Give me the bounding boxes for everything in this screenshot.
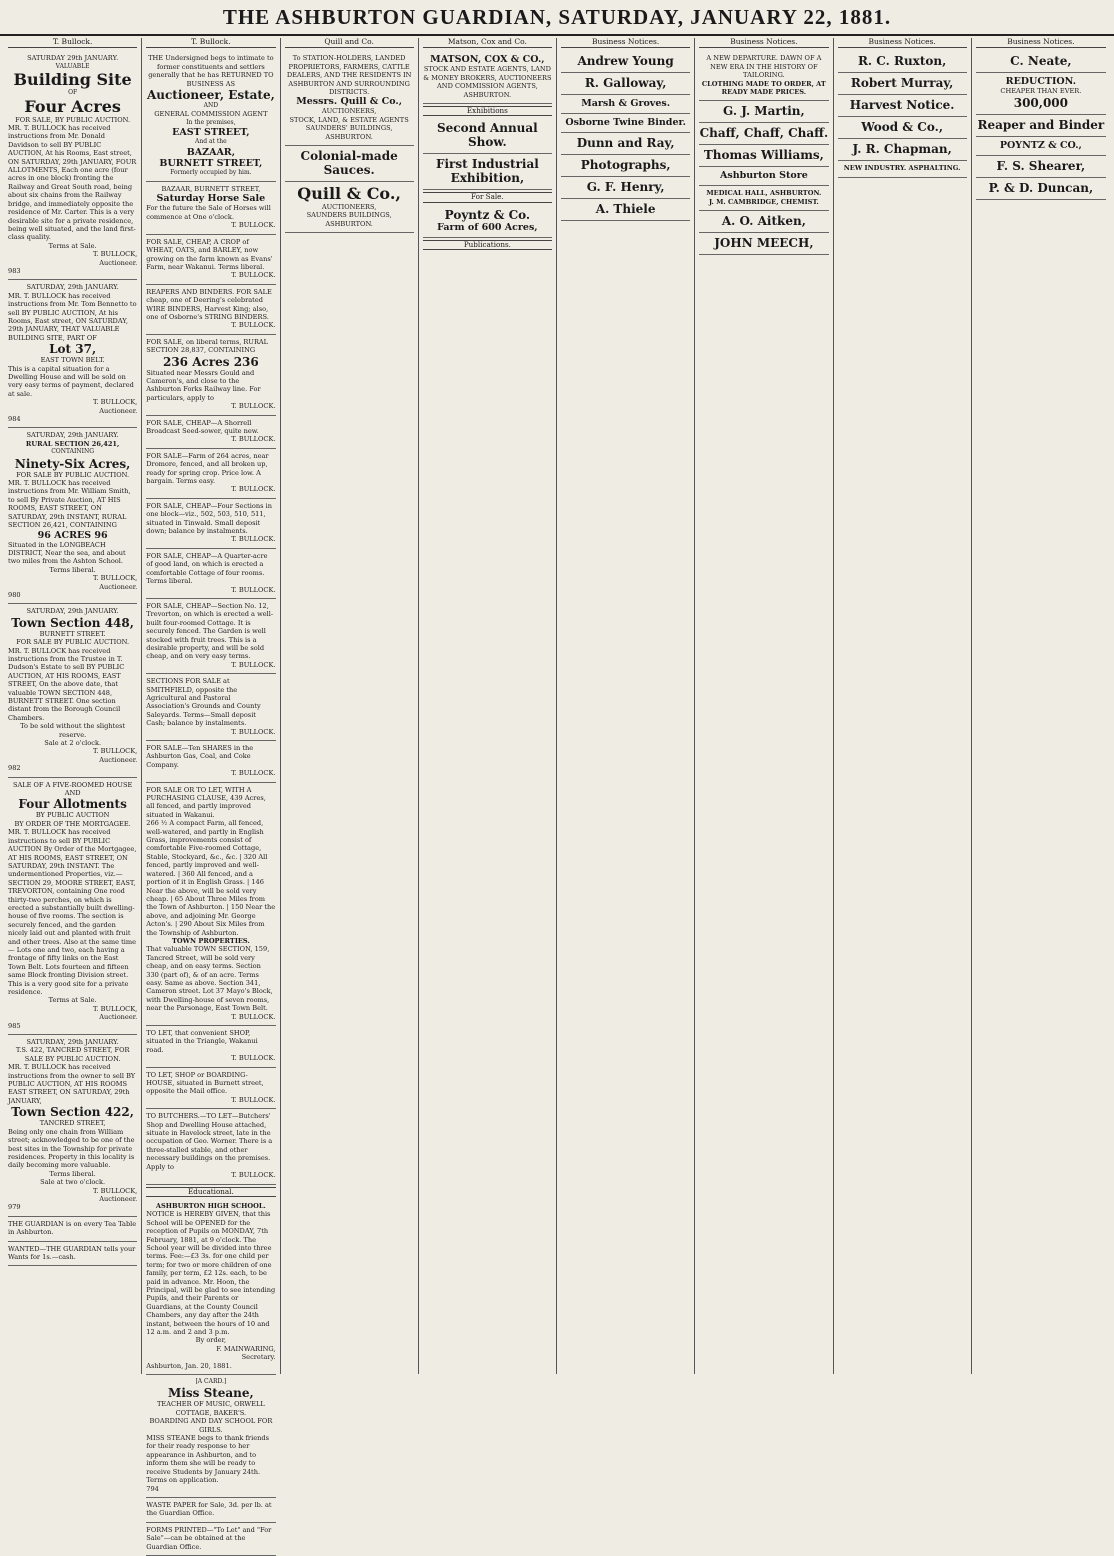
ad-date: SATURDAY, 29th JANUARY.	[26, 431, 119, 440]
ad-town-section-448	[8, 604, 137, 777]
ad-poyntz-farm	[423, 205, 552, 238]
ad-title: Building Site	[13, 70, 132, 90]
ad-sig: F. MAINWARING,	[216, 1344, 276, 1353]
ad-chaff	[699, 123, 828, 145]
section-exhibitions: Exhibitions	[423, 106, 552, 116]
ad-num: 980	[8, 590, 21, 599]
ad-ashburton-store	[699, 167, 828, 186]
ad-big: Four Allotments	[18, 797, 127, 812]
column-header: Matson, Cox and Co.	[423, 38, 552, 48]
column-4	[419, 38, 557, 1374]
ad-street: TANCRED STREET,	[39, 1119, 106, 1128]
ad-addr-2: SAUNDERS' BUILDINGS,	[305, 124, 393, 133]
ad-firm: G. J. Martin,	[723, 104, 805, 119]
ad-title: Second Annual Show.	[437, 121, 538, 150]
ad-title: ASHBURTON HIGH SCHOOL.	[155, 1201, 266, 1210]
ad-sub: STOCK AND ESTATE AGENTS, LAND & MONEY BROKERS, AUCTIONEERS AND COMMISSION AGENTS,	[423, 65, 552, 91]
ad-boarding-house	[146, 1068, 275, 1110]
ad-text-2: Situated near Messrs Gould and Cameron's, and close to the Ashburton Forks Railway line. For particulars, apply to	[146, 368, 261, 402]
ad-sig: T. BULLOCK.	[231, 271, 276, 280]
ad-auctioneer-returned	[146, 51, 275, 182]
ad-tp: TOWN PROPERTIES.	[172, 936, 250, 945]
ad-num: 979	[8, 1203, 21, 1212]
ad-list: 266 ½ A compact Farm, all fenced, well-watered, and partly in English Grass, improvements consist of comfortable Five-roomed Cottage, Stable, Stockyard, &c., &c. | 320 All fenced, partly improved and well-watered. | 360 All fenced, and a portion of it in English Grass. | 146 Near the above, will be sold very cheap. | 65 About Three Miles from the Town of Ashburton. | 150 Near the above, and adjoining Mr. George Acton's. | 290 About Six Miles from the Township of Ashburton.	[146, 819, 276, 937]
ad-sig: T. BULLOCK.	[231, 727, 276, 736]
ad-sig: T. BULLOCK.	[231, 1095, 276, 1104]
ad-waste-paper: WASTE PAPER for Sale, 3d. per lb. at the Guardian Office.	[146, 1498, 275, 1523]
ad-shares	[146, 741, 275, 783]
column-header: Business Notices.	[838, 38, 967, 48]
ad-lot: Lot 37,	[49, 342, 97, 357]
ad-sect: RURAL SECTION 26,421,	[25, 439, 120, 448]
ad-martin	[699, 101, 828, 123]
column-1	[4, 38, 142, 1374]
ad-farm-264	[146, 449, 275, 499]
ad-section-12	[146, 599, 275, 674]
ad-body: THE Undersigned begs to intimate to former constituents and settlers generally that he has RETURNED TO BUSINESS AS	[148, 54, 274, 88]
ad-terms: Terms at Sale.	[48, 996, 97, 1005]
ad-sub: FOR SALE, BY PUBLIC AUCTION.	[15, 115, 131, 124]
ad-and: AND	[203, 102, 219, 110]
ad-role: AUCTIONEERS,	[321, 203, 377, 212]
ad-butchers	[146, 1109, 275, 1184]
section-publications: Publications.	[423, 240, 552, 250]
ad-title: REDUCTION.	[1005, 76, 1077, 88]
column-header: Quill and Co.	[285, 38, 414, 48]
ad-236-acres	[146, 335, 275, 416]
ad-street: EAST STREET,	[172, 127, 250, 139]
ad-addr: STOCK, LAND, & ESTATE AGENTS	[289, 115, 409, 124]
ad-town-section-422	[8, 1035, 137, 1217]
ad-firm: A. O. Aitken,	[721, 214, 806, 229]
ad-order: BY ORDER OF THE MORTGAGEE.	[14, 819, 131, 828]
ad-title: Chaff, Chaff, Chaff.	[699, 126, 829, 141]
ad-num: 985	[8, 1021, 21, 1030]
ad-num: 983	[8, 266, 21, 275]
ad-terms: Sale at 2 o'clock.	[44, 739, 102, 748]
ad-body: MR. T. BULLOCK has received instructions from Mr. William Smith, to sell By Private Auction, AT HIS ROOMS, EAST STREET, ON SATURDAY, 29th INSTANT, RURAL SECTION 26,421, CONTAINING	[8, 479, 131, 530]
ad-shearer	[976, 156, 1106, 178]
ad-title: Miss Steane,	[168, 1386, 254, 1401]
ad-medical-hall	[699, 186, 828, 211]
ad-firm: R. Galloway,	[584, 76, 667, 91]
ad-sale: FOR SALE BY PUBLIC AUCTION.	[16, 638, 130, 647]
ad-firm: C. Neate,	[1010, 54, 1072, 69]
ad-date: SATURDAY, 29th JANUARY.	[26, 607, 119, 616]
ad-reduction	[976, 73, 1106, 114]
ad-quarter-acre	[146, 549, 275, 599]
ad-clothing: CLOTHING MADE TO ORDER, AT READY MADE PRICES.	[701, 79, 826, 97]
ad-seed-sower	[146, 416, 275, 449]
ad-street-2: BURNETT STREET,	[159, 157, 263, 169]
section-educational: Educational.	[146, 1187, 275, 1197]
ad-sig: T. BULLOCK.	[231, 1012, 276, 1021]
ad-card: [A CARD.]	[195, 1378, 227, 1386]
ad-sig: T. BULLOCK,	[92, 1004, 138, 1013]
ad-title: Ashburton Store	[719, 170, 808, 182]
column-header: T. Bullock.	[8, 38, 137, 48]
ad-text: FOR SALE—Farm of 264 acres, near Dromore, fenced, and all broken up, ready for spring crop. Price low. A bargain. Terms easy.	[146, 451, 269, 486]
ad-title: NEW INDUSTRY. ASPHALTING.	[843, 164, 961, 173]
column-header: Business Notices.	[699, 38, 828, 48]
ad-firm: JOHN MEECH,	[714, 236, 814, 251]
ad-date: SATURDAY, 29th JANUARY.	[26, 283, 119, 292]
ad-shop-to-let	[146, 1026, 275, 1068]
ad-firm: POYNTZ & CO.,	[999, 139, 1082, 151]
ad-body: MR. T. BULLOCK has received instructions from Mr. Tom Bennetto to sell BY PUBLIC AUCTION, At his Rooms, East street, ON SATURDAY, 29th JANUARY, THAT VALUABLE BUILDING SITE, PART OF	[8, 291, 137, 342]
column-6	[695, 38, 833, 1374]
ad-sub-2: BOARDING AND DAY SCHOOL FOR GIRLS.	[149, 1417, 273, 1434]
ad-date: Ashburton, Jan. 20, 1881.	[146, 1361, 232, 1370]
ad-poyntz	[976, 137, 1106, 156]
ad-line: BAZAAR, BURNETT STREET,	[161, 185, 261, 194]
ad-matson-cox	[423, 51, 552, 104]
ad-body: MR. T. BULLOCK has received instructions from the owner to sell BY PUBLIC AUCTION, AT HIS ROOMS EAST STREET, ON SATURDAY, 29th JANUARY,	[8, 1063, 136, 1105]
ad-andrew-young	[561, 51, 690, 73]
ad-sauces	[285, 146, 414, 182]
ad-firm: Quill & Co.,	[297, 184, 401, 204]
ad-in: In the premises,	[186, 118, 236, 126]
ad-body-2: Situated in the LONGBEACH DISTRICT, Near the sea, and about two miles from the Ashton School.	[8, 540, 126, 566]
ad-terms: Terms liberal.	[49, 1169, 96, 1178]
ad-meech	[699, 233, 828, 255]
ad-text: FOR SALE, CHEAP—Four Sections in one block—viz., 502, 503, 510, 511, situated in Tinwald. Small deposit down; balance by instalments.	[146, 501, 272, 536]
ad-firm: G. F. Henry,	[586, 180, 665, 195]
ad-dunn-ray	[561, 133, 690, 155]
ad-ruxton	[838, 51, 967, 73]
ad-firm: F. S. Shearer,	[996, 158, 1086, 173]
ad-text: REAPERS AND BINDERS. FOR SALE cheap, one of Deering's celebrated WIRE BINDERS, Harvest King; also, one of Osborne's STRING BINDERS.	[146, 287, 272, 321]
ad-title: MEDICAL HALL, ASHBURTON.	[706, 189, 822, 198]
ad-quill	[285, 51, 414, 146]
ad-firm: Thomas Williams,	[703, 148, 824, 163]
ad-industrial	[423, 154, 552, 190]
ad-sig: T. BULLOCK.	[231, 402, 276, 411]
ad-sub: TEACHER OF MUSIC, ORWELL COTTAGE, BAKER'S.	[157, 1400, 265, 1417]
ad-sig: T. BULLOCK.	[231, 1171, 276, 1180]
ad-addr: SAUNDERS BUILDINGS,	[306, 211, 392, 220]
ad-aitken	[699, 211, 828, 233]
ad-acres: 96 ACRES 96	[37, 529, 108, 541]
ad-formerly: Formerly occupied by him.	[170, 168, 252, 176]
ad-text-2: That valuable TOWN SECTION, 159, Tancred Street, will be sold very cheap, and on easy terms. Section 330 (part of), & of an acre. Terms easy. Same as above. Section 341, Cameron street. Lot 37 Mayo's Block, with Dwelling-house of seven rooms, near the Parsonage, East Town Belt.	[146, 945, 273, 1013]
ad-asphalting	[838, 161, 967, 177]
ad-sale: FOR SALE BY PUBLIC AUCTION.	[16, 470, 130, 479]
ad-big: 300,000	[1013, 95, 1069, 110]
ad-galloway	[561, 73, 690, 95]
ad-title: Photographs,	[580, 158, 671, 173]
ad-text: FOR SALE, CHEAP—A Shorrell Broadcast Seed-sower, quite new.	[146, 418, 259, 435]
ad-firm: Dunn and Ray,	[576, 136, 675, 151]
ad-farm: Farm of 600 Acres,	[437, 221, 538, 233]
column-5	[557, 38, 695, 1374]
ad-text: FOR SALE—Ten SHARES in the Ashburton Gas, Coal, and Coke Company.	[146, 744, 254, 769]
column-header: T. Bullock.	[146, 38, 275, 48]
ad-second-show	[423, 118, 552, 154]
ad-big: Saturday Horse Sale	[156, 193, 266, 205]
ad-title: Colonial-made Sauces.	[300, 149, 398, 178]
ad-miss-steane	[146, 1375, 275, 1498]
ad-marsh-groves	[561, 95, 690, 114]
ad-big: 236 Acres 236	[162, 354, 259, 369]
ad-line: T.S. 422, TANCRED STREET, FOR SALE BY PUBLIC AUCTION.	[15, 1046, 130, 1063]
ad-tailoring	[699, 51, 828, 101]
ad-body: NOTICE is HEREBY GIVEN, that this School will be OPENED for the reception of Pupils on MONDAY, 7th February, 1881, at 9 o'clock. The School year will be divided into three terms. Fee:—£3 3s. for one child per term; for two or more children of one family, per term, £2 12s. each, to be paid in advance. Mr. Hoon, the Principal, will be glad to see intending Pupils, and their Parents or Guardians, at the County Council Chambers, any day after the 24th instant, between the hours of 10 and 12 a.m. and 2 and 3 p.m.	[146, 1210, 276, 1336]
ad-role: Secretary.	[241, 1353, 276, 1362]
ad-sale: Sale at two o'clock.	[40, 1178, 106, 1187]
ad-of: OF	[68, 89, 78, 97]
column-header: Business Notices.	[976, 38, 1106, 48]
ad-sub: GENERAL COMMISSION AGENT	[154, 110, 268, 119]
masthead: THE ASHBURTON GUARDIAN, SATURDAY, JANUARY 22, 1881.	[0, 0, 1114, 36]
ad-text: TO LET, SHOP or BOARDING-HOUSE, situated in Burnett street, opposite the Mail office.	[146, 1070, 264, 1096]
ad-firm: Messrs. Quill & Co.,	[296, 96, 403, 108]
ad-town: ASHBURTON.	[325, 132, 373, 141]
ad-title: First Industrial Exhibition,	[435, 157, 539, 186]
ad-num: 984	[8, 415, 21, 424]
ad-street: BURNETT STREET.	[39, 629, 106, 638]
ad-town: ASHBURTON.	[325, 219, 373, 228]
ad-sig: T. BULLOCK.	[231, 435, 276, 444]
ad-big: Four Acres	[24, 96, 121, 116]
ad-role: Auctioneer.	[99, 406, 138, 415]
ad-wood	[838, 117, 967, 139]
ad-high-school	[146, 1199, 275, 1375]
ad-title: Marsh & Groves.	[581, 98, 671, 110]
ad-sig: T. BULLOCK.	[231, 660, 276, 669]
ad-dawn: A NEW DEPARTURE. DAWN OF A NEW ERA IN THE HISTORY OF TAILORING.	[706, 54, 822, 80]
ad-sig: T. BULLOCK,	[92, 1186, 138, 1195]
ad-order: By order,	[195, 1336, 227, 1345]
ad-sale: BY PUBLIC AUCTION	[35, 811, 110, 820]
ad-duncan	[976, 178, 1106, 200]
ad-firm: P. & D. Duncan,	[988, 180, 1094, 195]
ad-lot-37	[8, 280, 137, 428]
ad-top: SALE OF A FIVE-ROOMED HOUSE AND	[12, 780, 133, 798]
ad-building-site	[8, 51, 137, 280]
ad-horse-sale	[146, 182, 275, 235]
ad-body-2: To be sold without the slightest reserve.	[20, 722, 126, 739]
ad-sig: T. BULLOCK.	[231, 221, 276, 230]
ad-osborne	[561, 114, 690, 133]
ad-sig: T. BULLOCK.	[231, 769, 276, 778]
ad-forms-printed: FORMS PRINTED—"To Let" and "For Sale"—can be obtained at the Guardian Office.	[146, 1523, 275, 1556]
ad-text: TO BUTCHERS.—TO LET—Butchers' Shop and Dwelling House attached, situate in Havelock street, late in the occupation of Geo. Worner. There is a three-stalled stable, and other necessary buildings on the premises. Apply to	[146, 1112, 273, 1171]
ad-sig: T. BULLOCK.	[231, 321, 276, 330]
ad-text: TO LET, that convenient SHOP, situated in the Triangle, Wakanui road.	[146, 1029, 258, 1054]
ad-body: MR. T. BULLOCK has received instructions from Mr. Donald Davidson to sell BY PUBLIC AUCTION, At his Rooms, East street, ON SATURDAY, 29th JANUARY, FOUR ALLOTMENTS, Each one acre (four acres in one block) fronting the Railway and Great South road, being about six chains from the Railway bridge, and immediately opposite the residence of Mr. Carter. This is a very desirable site for a private residence, being well situated, and the land first-class quality.	[8, 124, 137, 242]
ad-lotnote: EAST TOWN BELT.	[40, 356, 105, 365]
ad-date: SATURDAY 29th JANUARY.	[27, 54, 119, 63]
ad-body-2: This is a capital situation for a Dwelling House and will be sold on very easy terms of payment, declared at sale.	[8, 364, 134, 398]
ad-sig: T. BULLOCK,	[92, 398, 138, 407]
column-7	[834, 38, 972, 1374]
ad-text: FOR SALE, CHEAP—Section No. 12, Trevorton, on which is erected a well-built four-roomed Cottage. It is securely fenced. The Garden is well stocked with fruit trees. This is a desirable property, and will be sold cheap, and on very easy terms.	[146, 601, 274, 661]
ad-bazaar: BAZAAR,	[186, 146, 236, 158]
ad-title: Reaper and Binder	[977, 117, 1105, 132]
column-3	[281, 38, 419, 1374]
ad-sig: T. BULLOCK,	[92, 574, 138, 583]
ad-sig: T. BULLOCK.	[231, 485, 276, 494]
ad-photographs	[561, 155, 690, 177]
ad-firm: J. R. Chapman,	[852, 142, 952, 157]
ad-firm: Wood & Co.,	[861, 120, 944, 135]
ad-text: FOR SALE, CHEAP—A Quarter-acre of good land, on which is erected a comfortable Cottage of four rooms. Terms liberal.	[146, 551, 268, 586]
ad-williams	[699, 145, 828, 167]
column-2	[142, 37, 280, 1551]
ad-role: Auctioneer.	[99, 1194, 138, 1203]
ad-date: SATURDAY, 29th JANUARY.	[26, 1038, 119, 1047]
ad-terms: Terms at Sale.	[48, 241, 97, 250]
ad-neate	[976, 51, 1106, 73]
ad-sig: T. BULLOCK,	[92, 250, 138, 259]
ad-reapers-binders	[146, 285, 275, 335]
column-header: Business Notices.	[561, 38, 690, 48]
ad-terms: Terms liberal.	[49, 565, 96, 574]
ad-role: AUCTIONEERS,	[321, 107, 377, 116]
ad-body: MR. T. BULLOCK has received instructions to sell BY PUBLIC AUCTION By Order of the Mortgagee, AT HIS ROOMS, EAST STREET, ON SATURDAY, 29th INSTANT. The undermentioned Properties, viz.—SECTION 29, MOORE STREET, EAST, TREVORTON, containing One rood thirty-two perches, on which is erected a substantially built dwelling-house of five rooms. The section is securely fenced, and the garden nicely laid out and planted with fruit and other trees. Also at the same time— Lots one and two, each having a frontage of fifty links on the East Town Belt. Lots fourteen and fifteen same Block fronting Division street. This is a very good site for a private residence.	[8, 828, 137, 996]
ad-big: Ninety-Six Acres,	[14, 456, 131, 471]
ad-quill-2	[285, 182, 414, 233]
section-for-sale: For Sale.	[423, 192, 552, 202]
ad-and-2: And at the	[195, 138, 227, 146]
ad-henry	[561, 177, 690, 199]
ad-firm: A. Thiele	[595, 202, 656, 217]
ad-body-2: Being only one chain from William street; acknowledged to be one of the best sites in the Township for private residences. Property in this locality is daily becoming more valuable.	[8, 1127, 135, 1170]
ad-murray	[838, 73, 967, 95]
ad-role: Auctioneer.	[99, 582, 138, 591]
ad-title: Harvest Notice.	[849, 98, 955, 113]
ad-body: For the future the Sale of Horses will commence at One o'clock.	[146, 204, 271, 221]
ad-ninety-six-acres	[8, 428, 137, 604]
ad-num: 794	[146, 1484, 159, 1493]
ad-text: FOR SALE, CHEAP, A CROP of WHEAT, OATS, and BARLEY, now growing on the farm known as Evans' Farm, near Wakanui. Terms liberal.	[146, 237, 273, 271]
columns	[4, 37, 1110, 1551]
ad-reaper-binder	[976, 115, 1106, 137]
ad-sig: T. BULLOCK,	[92, 747, 138, 756]
ad-title: Andrew Young	[577, 54, 674, 69]
ad-firm: MATSON, COX & CO.,	[430, 54, 545, 66]
ad-role: Auctioneer.	[99, 755, 138, 764]
ad-body: MR. T. BULLOCK has received instructions from the Trustee in T. Dudson's Estate to sell BY PUBLIC AUCTION, AT HIS ROOMS, EAST STREET, On the above date, that valuable TOWN SECTION 448, BURNETT STREET. One section distant from the Borough Council Chambers.	[8, 646, 125, 722]
ad-sale-or-let	[146, 783, 275, 1026]
ad-cheaper: CHEAPER THAN EVER.	[1000, 87, 1082, 96]
ad-big: Auctioneer, Estate,	[146, 88, 275, 103]
ad-sig: T. BULLOCK.	[231, 1054, 276, 1063]
ad-crop-for-sale	[146, 235, 275, 285]
ad-four-allotments	[8, 778, 137, 1035]
ad-chem: J. M. CAMBRIDGE, CHEMIST.	[708, 197, 819, 206]
ad-thiele	[561, 199, 690, 221]
ad-sig: T. BULLOCK.	[231, 585, 276, 594]
guardian-wanted: WANTED—THE GUARDIAN tells your Wants for 1s.—cash.	[8, 1242, 137, 1267]
ad-harvest	[838, 95, 967, 117]
ad-firm: Robert Murray,	[850, 76, 954, 91]
guardian-notice: THE GUARDIAN is on every Tea Table in Ashburton.	[8, 1217, 137, 1242]
ad-title: Town Section 422,	[11, 1105, 134, 1120]
ad-num: 982	[8, 764, 21, 773]
ad-text: SECTIONS FOR SALE at SMITHFIELD, opposite the Agricultural and Pastoral Association's Grounds and County Saleyards. Terms—Small deposit Cash; balance by instalments.	[146, 677, 261, 728]
ad-firm: R. C. Ruxton,	[857, 54, 947, 69]
ad-text: FOR SALE OR TO LET, WITH A PURCHASING CLAUSE, 439 Acres, all fenced, and partly improved situated in Wakanui.	[146, 785, 266, 819]
ad-to: To STATION-HOLDERS, LANDED PROPRIETORS, FARMERS, CATTLE DEALERS, AND THE RESIDENTS IN ASHBURTON AND SURROUNDING DISTRICTS.	[286, 54, 412, 97]
ad-pre: VALUABLE	[55, 62, 90, 70]
ad-role: Auctioneer.	[99, 1013, 138, 1022]
ad-role: Auctioneer.	[99, 258, 138, 267]
ad-title: Town Section 448,	[11, 615, 134, 630]
ad-smithfield	[146, 674, 275, 741]
ad-title: Osborne Twine Binder.	[565, 117, 686, 129]
ad-four-sections	[146, 499, 275, 549]
ad-town: ASHBURTON.	[463, 90, 512, 99]
ad-sig: T. BULLOCK.	[231, 535, 276, 544]
ad-text: FOR SALE, on liberal terms, RURAL SECTION 28,837, CONTAINING	[146, 337, 269, 355]
column-8	[972, 38, 1110, 1374]
ad-body: MISS STEANE begs to thank friends for their ready response to her appearance in Ashburton, and to inform them she will be ready to receive Students by January 24th. Terms on application.	[146, 1434, 269, 1485]
ad-containing: CONTAINING	[51, 448, 95, 456]
ad-firm: Poyntz & Co.	[444, 207, 531, 222]
ad-chapman	[838, 139, 967, 161]
